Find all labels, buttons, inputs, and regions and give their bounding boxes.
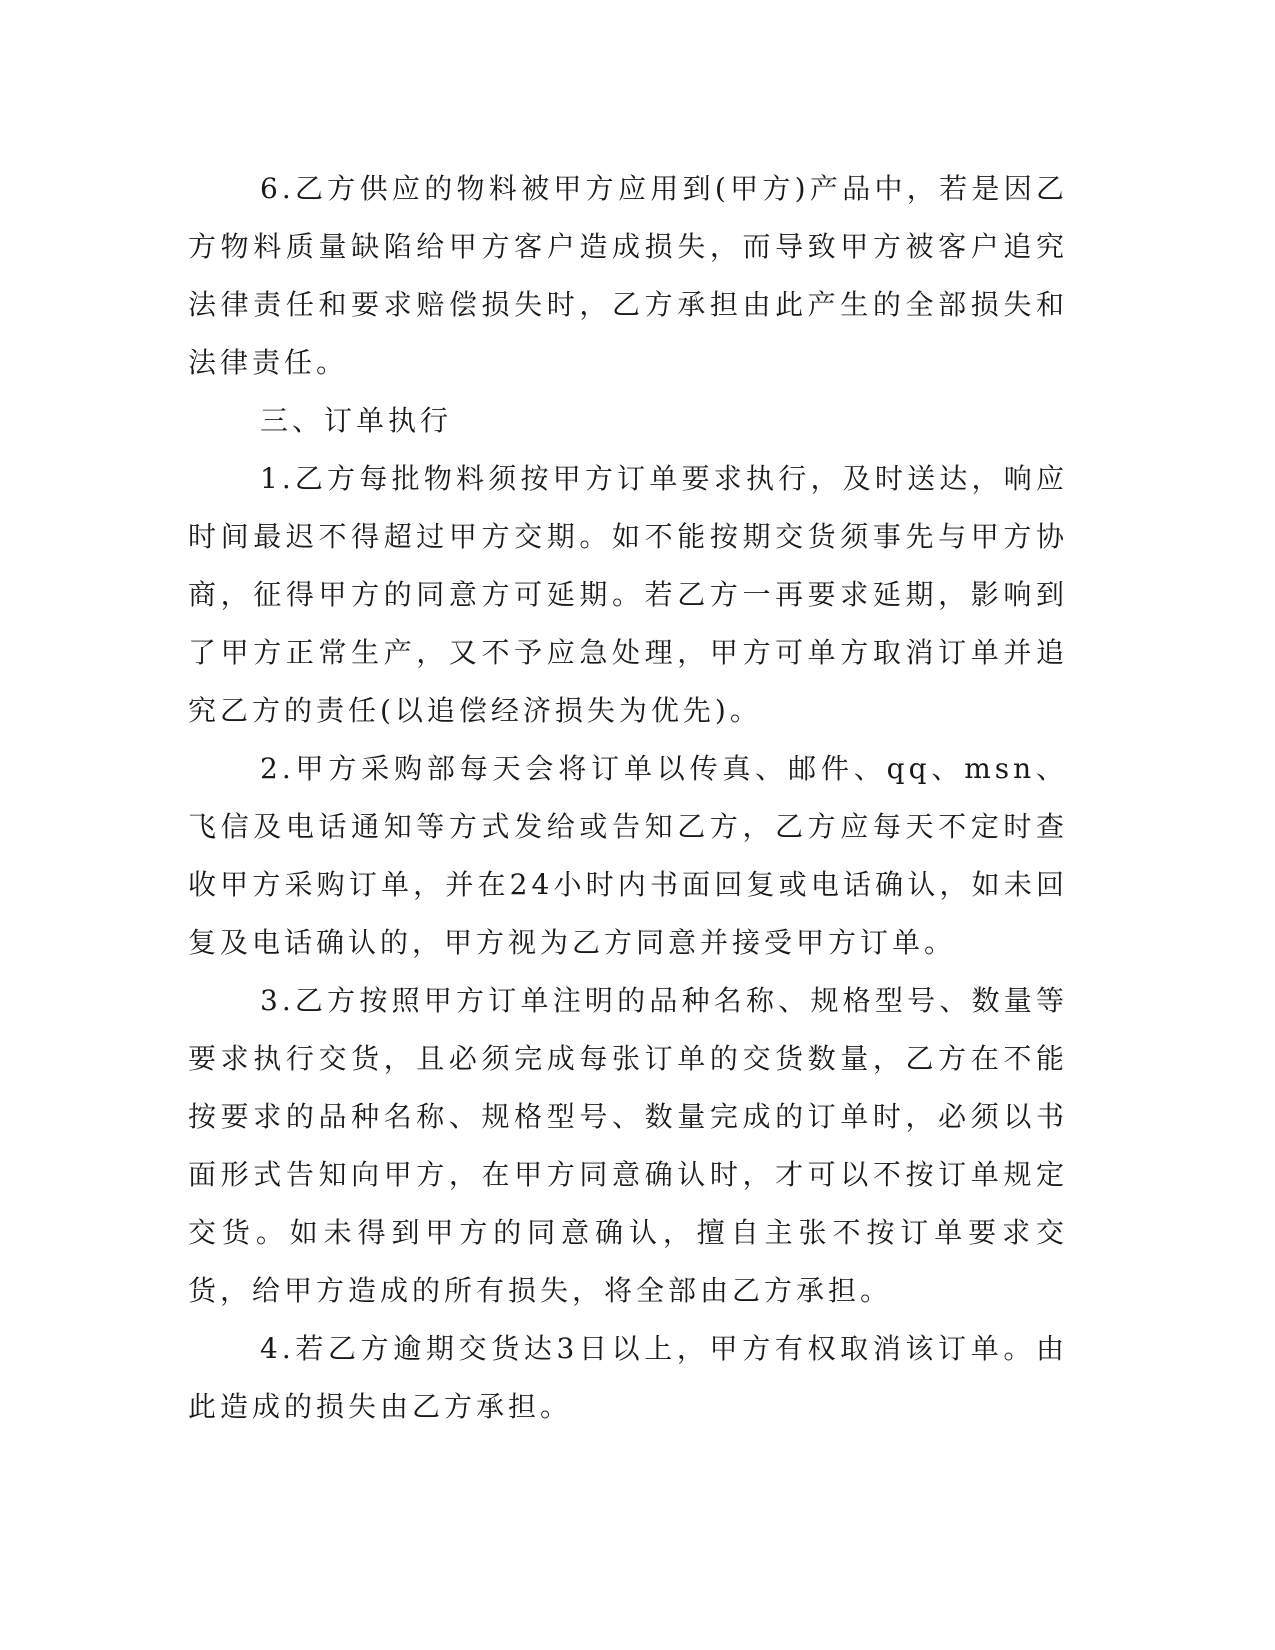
- clause-3-1: 1.乙方每批物料须按甲方订单要求执行，及时送达，响应时间最迟不得超过甲方交期。如不能按期交货须事先与甲方协商，征得甲方的同意方可延期。若乙方一再要求延期，影响到了甲方正常生产，又不予应急处理，甲方可单方取消订单并追究乙方的责任(以追偿经济损失为优先)。: [188, 462, 1068, 727]
- clause-3-4: 4.若乙方逾期交货达3日以上，甲方有权取消该订单。由此造成的损失由乙方承担。: [188, 1332, 1068, 1423]
- clause-3-3: 3.乙方按照甲方订单注明的品种名称、规格型号、数量等要求执行交货，且必须完成每张订单的交货数量，乙方在不能按要求的品种名称、规格型号、数量完成的订单时，必须以书面形式告知向甲方，在甲方同意确认时，才可以不按订单规定交货。如未得到甲方的同意确认，擅自主张不按订单要求交货，给甲方造成的所有损失，将全部由乙方承担。: [188, 984, 1068, 1307]
- document-body: [188, 160, 1068, 1436]
- clause-2-6: 6.乙方供应的物料被甲方应用到(甲方)产品中，若是因乙方物料质量缺陷给甲方客户造成损失，而导致甲方被客户追究法律责任和要求赔偿损失时，乙方承担由此产生的全部损失和法律责任。: [188, 172, 1068, 379]
- section-3-heading: 三、订单执行: [260, 404, 453, 437]
- clause-3-2: 2.甲方采购部每天会将订单以传真、邮件、qq、msn、飞信及电话通知等方式发给或告知乙方，乙方应每天不定时查收甲方采购订单，并在24小时内书面回复或电话确认，如未回复及电话确认的，甲方视为乙方同意并接受甲方订单。: [188, 752, 1068, 959]
